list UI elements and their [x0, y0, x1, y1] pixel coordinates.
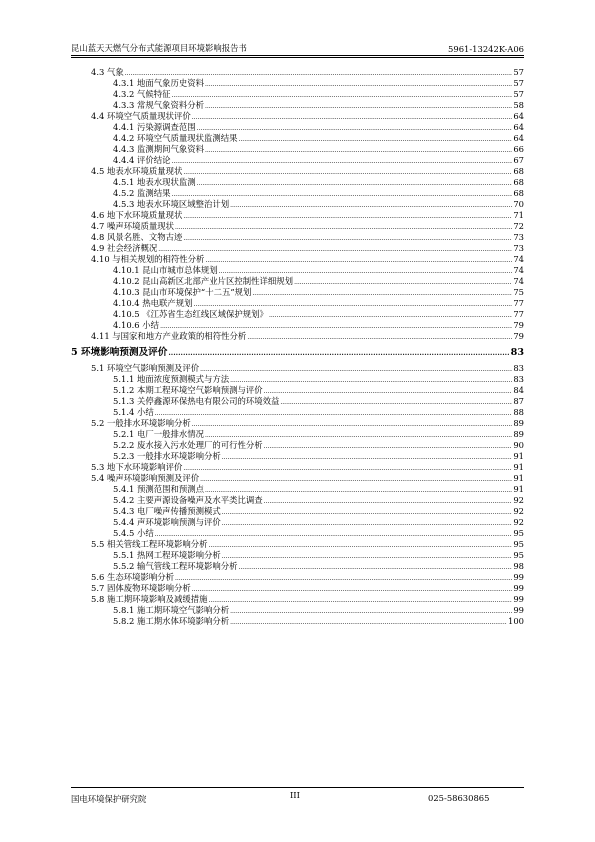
toc-entry-label: 5.5.1 热网工程环境影响分析 — [113, 550, 221, 560]
toc-entry-page: 77 — [513, 309, 524, 319]
toc-entry-page: 77 — [513, 298, 524, 308]
toc-entry-page: 64 — [513, 133, 524, 143]
toc-leader-dots — [230, 616, 507, 628]
toc-entry[interactable] — [71, 243, 524, 254]
toc-entry-page: 95 — [513, 550, 524, 560]
toc-entry-page: 57 — [513, 67, 524, 77]
footer-phone: 025-58630865 — [428, 793, 490, 803]
toc-entry[interactable] — [71, 188, 524, 199]
toc-entry[interactable] — [71, 155, 524, 166]
toc-entry-page: 92 — [513, 506, 524, 516]
toc-entry[interactable] — [71, 210, 524, 221]
toc-entry-label: 4.5.3 地表水环境区域整治计划 — [113, 199, 230, 209]
toc-entry-page: 99 — [513, 594, 524, 604]
toc-entry-label: 4.10.2 昆山高新区北部产业片区控制性详细规划 — [113, 276, 294, 286]
toc-entry-page: 89 — [513, 429, 524, 439]
toc-entry[interactable] — [71, 78, 524, 89]
toc-entry[interactable] — [71, 451, 524, 462]
toc-entry-page: 91 — [513, 462, 524, 472]
toc-entry-page: 83 — [510, 347, 524, 358]
toc-entry[interactable] — [71, 67, 524, 78]
toc-entry-label: 4.3.2 气候特征 — [113, 89, 171, 99]
toc-entry-page: 92 — [513, 517, 524, 527]
toc-entry-label: 5.8.2 施工期水体环境影响分析 — [113, 616, 230, 626]
toc-entry-page: 99 — [513, 572, 524, 582]
toc-entry[interactable] — [71, 429, 524, 440]
toc-leader-dots — [247, 331, 512, 343]
toc-entry-page: 72 — [513, 221, 524, 231]
toc-entry[interactable] — [71, 221, 524, 232]
toc-entry-page: 99 — [513, 605, 524, 615]
toc-entry-label: 5.8 施工期环境影响及减缓措施 — [91, 594, 208, 604]
toc-entry[interactable] — [71, 517, 524, 528]
toc-entry[interactable] — [71, 506, 524, 517]
toc-entry-page: 66 — [513, 144, 524, 154]
toc-entry[interactable] — [71, 309, 524, 320]
toc-entry-label: 4.5.2 监测结果 — [113, 188, 171, 198]
toc-entry-page: 70 — [513, 199, 524, 209]
toc-entry-page: 91 — [513, 451, 524, 461]
toc-entry[interactable] — [71, 462, 524, 473]
toc-entry-page: 73 — [513, 243, 524, 253]
toc-entry-label: 4.4.2 环境空气质量现状监测结果 — [113, 133, 238, 143]
toc-entry[interactable] — [71, 396, 524, 407]
toc-entry[interactable] — [71, 265, 524, 276]
toc-entry-page: 92 — [513, 495, 524, 505]
toc-entry-label: 5.4.2 主要声源设备噪声及水平类比调查 — [113, 495, 263, 505]
toc-entry[interactable] — [71, 287, 524, 298]
toc-entry[interactable] — [71, 254, 524, 265]
toc-entry-page: 67 — [513, 155, 524, 165]
toc-entry-label: 4.10 与相关规划的相符性分析 — [91, 254, 205, 264]
toc-entry-page: 57 — [513, 78, 524, 88]
toc-entry-page: 83 — [513, 374, 524, 384]
toc-entry[interactable] — [71, 346, 524, 360]
toc-entry[interactable] — [71, 320, 524, 331]
toc-entry[interactable] — [71, 144, 524, 155]
toc-entry-label: 4.10.4 热电联产规划 — [113, 298, 193, 308]
toc-entry-page: 74 — [513, 276, 524, 286]
toc-entry-label: 5.4.1 预测范围和预测点 — [113, 484, 204, 494]
toc-entry-page: 64 — [513, 122, 524, 132]
toc-entry-page: 91 — [513, 473, 524, 483]
toc-entry-page: 74 — [513, 265, 524, 275]
toc-entry-page: 88 — [513, 407, 524, 417]
toc-entry-label: 4.4.1 污染源调查范围 — [113, 122, 196, 132]
header-rule-thin — [71, 57, 524, 58]
toc-entry-label: 4.10.5 《江苏省生态红线区域保护规划》 — [113, 309, 268, 319]
toc-entry[interactable] — [71, 331, 524, 342]
toc-entry-label: 4.5.1 地表水现状监测 — [113, 177, 196, 187]
toc-entry-page: 83 — [513, 363, 524, 373]
toc-entry-page: 87 — [513, 396, 524, 406]
toc-entry-page: 95 — [513, 528, 524, 538]
toc-entry-label: 5.4.4 声环境影响预测与评价 — [113, 517, 221, 527]
toc-entry-page: 75 — [513, 287, 524, 297]
toc-entry-label: 4.8 风景名胜、文物古迹 — [91, 232, 183, 242]
toc-entry-label: 4.4.4 评价结论 — [113, 155, 171, 165]
toc-entry-page: 99 — [513, 583, 524, 593]
toc-entry-page: 79 — [513, 320, 524, 330]
toc-entry[interactable] — [71, 385, 524, 396]
toc-entry-label: 5.5.2 输气管线工程环境影响分析 — [113, 561, 238, 571]
toc-entry-label: 5.1 环境空气影响预测及评价 — [91, 363, 200, 373]
toc-entry-label: 5.2.1 电厂一般排水情况 — [113, 429, 204, 439]
toc-entry-label: 4.4.3 监测期间气象资料 — [113, 144, 204, 154]
toc-entry-label: 5.6 生态环境影响分析 — [91, 572, 174, 582]
toc-entry-label: 5.3 地下水环境影响评价 — [91, 462, 183, 472]
toc-entry[interactable] — [71, 298, 524, 309]
toc-entry-label: 5.1.2 本期工程环境空气影响预测与评价 — [113, 385, 263, 395]
toc-entry[interactable] — [71, 232, 524, 243]
toc-entry-label: 5.8.1 施工期环境空气影响分析 — [113, 605, 230, 615]
toc-entry[interactable] — [71, 111, 524, 122]
toc-entry-label: 5.2.3 一般排水环境影响分析 — [113, 451, 221, 461]
toc-entry[interactable] — [71, 539, 524, 550]
toc-entry-label: 4.3 气象 — [91, 67, 124, 77]
toc-entry-label: 5.4.3 电厂噪声传播预测模式 — [113, 506, 221, 516]
toc-entry-label: 4.10.6 小结 — [113, 320, 160, 330]
toc-entry[interactable] — [71, 528, 524, 539]
toc-entry-page: 90 — [513, 440, 524, 450]
toc-entry-page: 68 — [513, 188, 524, 198]
toc-entry[interactable] — [71, 363, 524, 374]
toc-leader-dots — [168, 346, 509, 360]
toc-entry[interactable] — [71, 407, 524, 418]
toc-entry-page: 64 — [513, 111, 524, 121]
toc-entry-label: 5.5 相关管线工程环境影响分析 — [91, 539, 208, 549]
toc-entry-label: 4.10.3 昆山市环境保护“十二五”规划 — [113, 287, 252, 297]
toc-entry-page: 68 — [513, 177, 524, 187]
toc-entry[interactable] — [71, 89, 524, 100]
toc-entry-label: 5.2 一般排水环境影响分析 — [91, 418, 191, 428]
toc-entry-label: 5.4.5 小结 — [113, 528, 154, 538]
page-header — [71, 40, 524, 54]
toc-entry[interactable] — [71, 572, 524, 583]
toc-entry-label: 5.4 噪声环境影响预测及评价 — [91, 473, 200, 483]
page-number: III — [290, 790, 300, 800]
toc-entry[interactable] — [71, 276, 524, 287]
toc-entry[interactable] — [71, 484, 524, 495]
toc-entry-page: 91 — [513, 484, 524, 494]
table-of-contents — [71, 67, 524, 627]
toc-entry-page: 57 — [513, 89, 524, 99]
toc-entry-label: 4.3.1 地面气象历史资料 — [113, 78, 204, 88]
toc-entry-page: 74 — [513, 254, 524, 264]
toc-entry-page: 73 — [513, 232, 524, 242]
toc-entry-label: 4.4 环境空气质量现状评价 — [91, 111, 191, 121]
toc-entry-label: 5.1.1 地面浓度预测模式与方法 — [113, 374, 230, 384]
toc-entry-label: 4.6 地下水环境质量现状 — [91, 210, 183, 220]
toc-entry-page: 100 — [508, 616, 524, 626]
toc-entry[interactable] — [71, 495, 524, 506]
toc-entry[interactable] — [71, 122, 524, 133]
toc-entry-page: 71 — [513, 210, 524, 220]
toc-entry[interactable] — [71, 177, 524, 188]
toc-entry-label: 4.11 与国家和地方产业政策的相符性分析 — [91, 331, 247, 341]
toc-entry-label: 5.2.2 废水接入污水处理厂的可行性分析 — [113, 440, 263, 450]
toc-entry[interactable] — [71, 583, 524, 594]
toc-entry-label: 5 环境影响预测及评价 — [71, 347, 168, 358]
toc-entry-page: 84 — [513, 385, 524, 395]
toc-entry[interactable] — [71, 440, 524, 451]
toc-entry[interactable] — [71, 199, 524, 210]
toc-entry-page: 68 — [513, 166, 524, 176]
toc-entry-page: 89 — [513, 418, 524, 428]
toc-entry-page: 98 — [513, 561, 524, 571]
footer-rule — [71, 787, 524, 788]
toc-entry[interactable] — [71, 594, 524, 605]
toc-entry-label: 4.3.3 常规气象资料分析 — [113, 100, 204, 110]
toc-entry[interactable] — [71, 166, 524, 177]
toc-entry[interactable] — [71, 561, 524, 572]
header-rule — [71, 55, 524, 56]
toc-entry[interactable] — [71, 100, 524, 111]
toc-entry-label: 5.7 固体废物环境影响分析 — [91, 583, 191, 593]
toc-entry-page: 95 — [513, 539, 524, 549]
toc-entry-page: 79 — [513, 331, 524, 341]
report-title: 昆山蓝天天燃气分布式能源项目环境影响报告书 — [71, 43, 247, 53]
toc-entry[interactable] — [71, 473, 524, 484]
toc-entry[interactable] — [71, 374, 524, 385]
toc-entry-label: 4.9 社会经济概况 — [91, 243, 158, 253]
toc-entry-page: 58 — [513, 100, 524, 110]
toc-entry-label: 5.1.4 小结 — [113, 407, 154, 417]
toc-entry[interactable] — [71, 133, 524, 144]
toc-entry[interactable] — [71, 418, 524, 429]
toc-entry-label: 5.1.3 关停鑫源环保热电有限公司的环境效益 — [113, 396, 280, 406]
toc-entry-label: 4.7 噪声环境质量现状 — [91, 221, 174, 231]
toc-entry-label: 4.10.1 昆山市城市总体规划 — [113, 265, 218, 275]
toc-entry[interactable] — [71, 550, 524, 561]
footer-organization: 国电环境保护研究院 — [71, 794, 147, 804]
toc-entry[interactable] — [71, 605, 524, 616]
toc-entry[interactable] — [71, 616, 524, 627]
toc-entry-label: 4.5 地表水环境质量现状 — [91, 166, 183, 176]
report-code: 5961-13242K-A06 — [448, 44, 524, 54]
